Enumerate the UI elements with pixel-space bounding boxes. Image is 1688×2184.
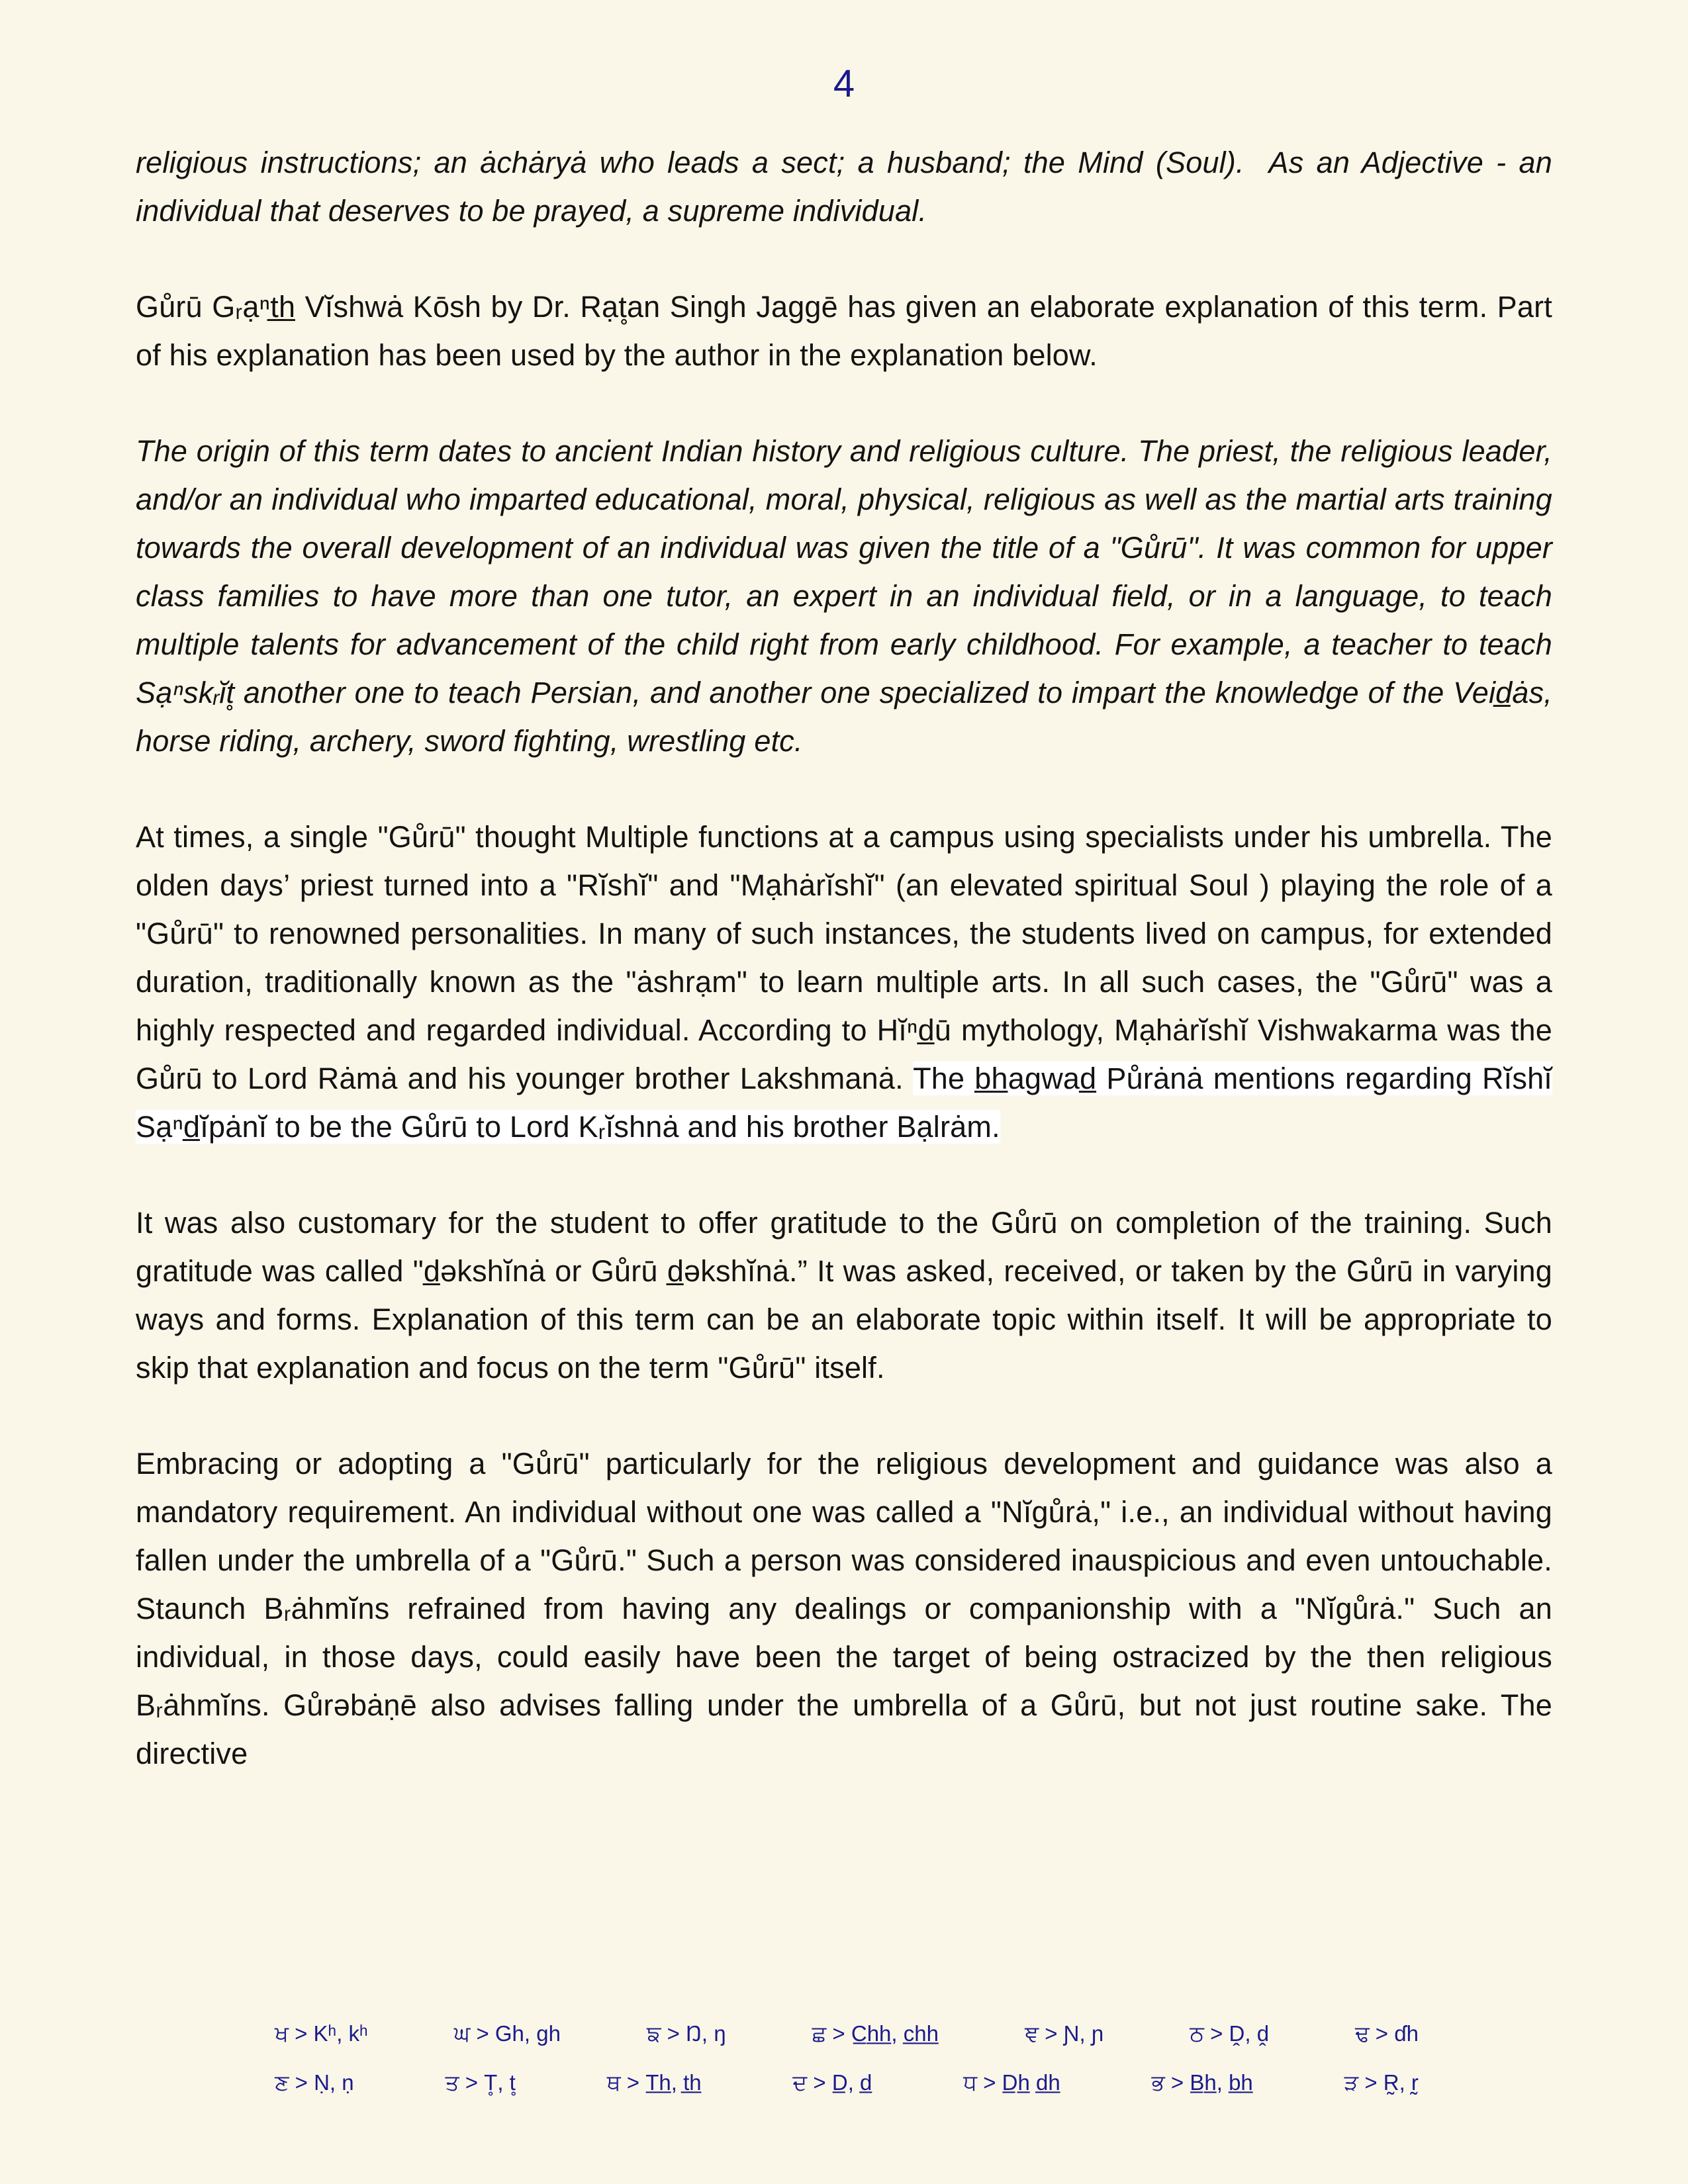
paragraph-definition: religious instructions; an ȧchȧryȧ who leads a sect; a husband; the Mind (Soul). As an Adjective - an individual that deserves to be prayed, a supreme individual.	[136, 146, 1552, 228]
paragraph-embracing: Embracing or adopting a "Gůrū" particularly for the religious development and guidance was also a mandatory requirement. An individual without one was called a "Nĭgůrȧ," i.e., an individual without having fallen under the umbrella of a "Gůrū." Such a person was considered inauspicious and even untouchable. Staunch Bᵣȧhmĭns refrained from having any dealings or companionship with a "Nĭgůrȧ." Such an individual, in those days, could easily have been the target of being ostracized by the then religious Bᵣȧhmĭns. Gůrəbȧṇē also advises falling under the umbrella of a Gůrū, but not just routine sake. The directive	[136, 1447, 1552, 1770]
transliteration-cell: ਥ > T̲h̲, t̲h̲	[606, 2070, 702, 2095]
paragraph-guru-role	[136, 813, 1552, 1151]
paragraph-guru-role-highlighted-text: The b̲h̲agwad̲ Půrȧnȧ mentions regarding Rĭshĭ Sạⁿd̲ĭpȧnĭ to be the Gůrū to Lord Kᵣĭshnȧ and his brother Bạlrȧm.	[136, 1062, 1553, 1144]
transliteration-cell: ਤ > T̥, t̥	[445, 2070, 516, 2095]
transliteration-cell: ਖ > Kʰ, kʰ	[275, 2021, 368, 2046]
paragraph-vishwa-kosh: Gůrū Gᵣạⁿt̲h̲ Vĭshwȧ Kōsh by Dr. Rạt̥an Singh Jaggē has given an elaborate explanation of this term. Part of his explanation has been used by the author in the explanation below.	[136, 290, 1552, 372]
transliteration-cell: ਙ > Ŋ, ŋ	[646, 2021, 726, 2046]
transliteration-cell: ਧ > D̲h̲ d̲h̲	[963, 2070, 1060, 2095]
transliteration-row-1	[275, 2020, 1419, 2048]
transliteration-cell: ਣ > Ṇ, ṇ	[275, 2070, 354, 2095]
transliteration-cell: ਠ > Ḓ, ḓ	[1190, 2021, 1270, 2046]
paragraph-guru-role-text: At times, a single "Gůrū" thought Multiple functions at a campus using specialists under his umbrella. The olden days’ priest turned into a "Rĭshĭ" and "Mạhȧrĭshĭ" (an elevated spiritual Soul ) playing the role of a "Gůrū" to renowned personalities. In many of such instances, the students lived on campus, for extended duration, traditionally known as the "ȧshrạm" to learn multiple arts. In all such cases, the "Gůrū" was a highly respected and regarded individual. According to Hĭⁿd̲ū mythology, Mạhȧrĭshĭ Vishwakarma was the Gůrū to Lord Rȧmȧ and his younger brother Lakshmanȧ.	[136, 820, 1552, 1095]
transliteration-cell: ਛ > C̲h̲h̲, c̲h̲h̲	[812, 2021, 939, 2046]
paragraph-origin: The origin of this term dates to ancient Indian history and religious culture. The priest, the religious leader, and/or an individual who imparted educational, moral, physical, religious as well as the martial arts training towards the overall development of an individual was given the title of a "Gůrū". It was common for upper class families to have more than one tutor, an expert in an individual field, or in a language, to teach multiple talents for advancement of the child right from early childhood. For example, a teacher to teach Sạⁿskᵣĭt̥ another one to teach Persian, and another one specialized to impart the knowledge of the Veid̲ȧs, horse riding, archery, sword fighting, wrestling etc.	[136, 434, 1552, 758]
transliteration-key	[275, 2020, 1419, 2097]
transliteration-cell: ਘ > Gh, gh	[453, 2021, 561, 2046]
transliteration-cell: ਞ > Ɲ, ɲ	[1024, 2021, 1104, 2046]
paragraph-gratitude: It was also customary for the student to offer gratitude to the Gůrū on completion of the training. Such gratitude was called "d̲əkshĭnȧ or Gůrū d̲əkshĭnȧ.” It was asked, received, or taken by the Gůrū in varying ways and forms. Explanation of this term can be an elaborate topic within itself. It will be appropriate to skip that explanation and focus on the term "Gůrū" itself.	[136, 1206, 1552, 1385]
transliteration-cell: ਭ > B̲h̲, b̲h̲	[1151, 2070, 1253, 2095]
page-number: 4	[833, 62, 855, 105]
transliteration-row-2	[275, 2069, 1419, 2097]
transliteration-cell: ਦ > D̲, d̲	[792, 2070, 872, 2095]
transliteration-cell: ਢ > ɗh	[1355, 2021, 1419, 2046]
transliteration-cell: ੜ > R̰, r̰	[1344, 2070, 1419, 2095]
